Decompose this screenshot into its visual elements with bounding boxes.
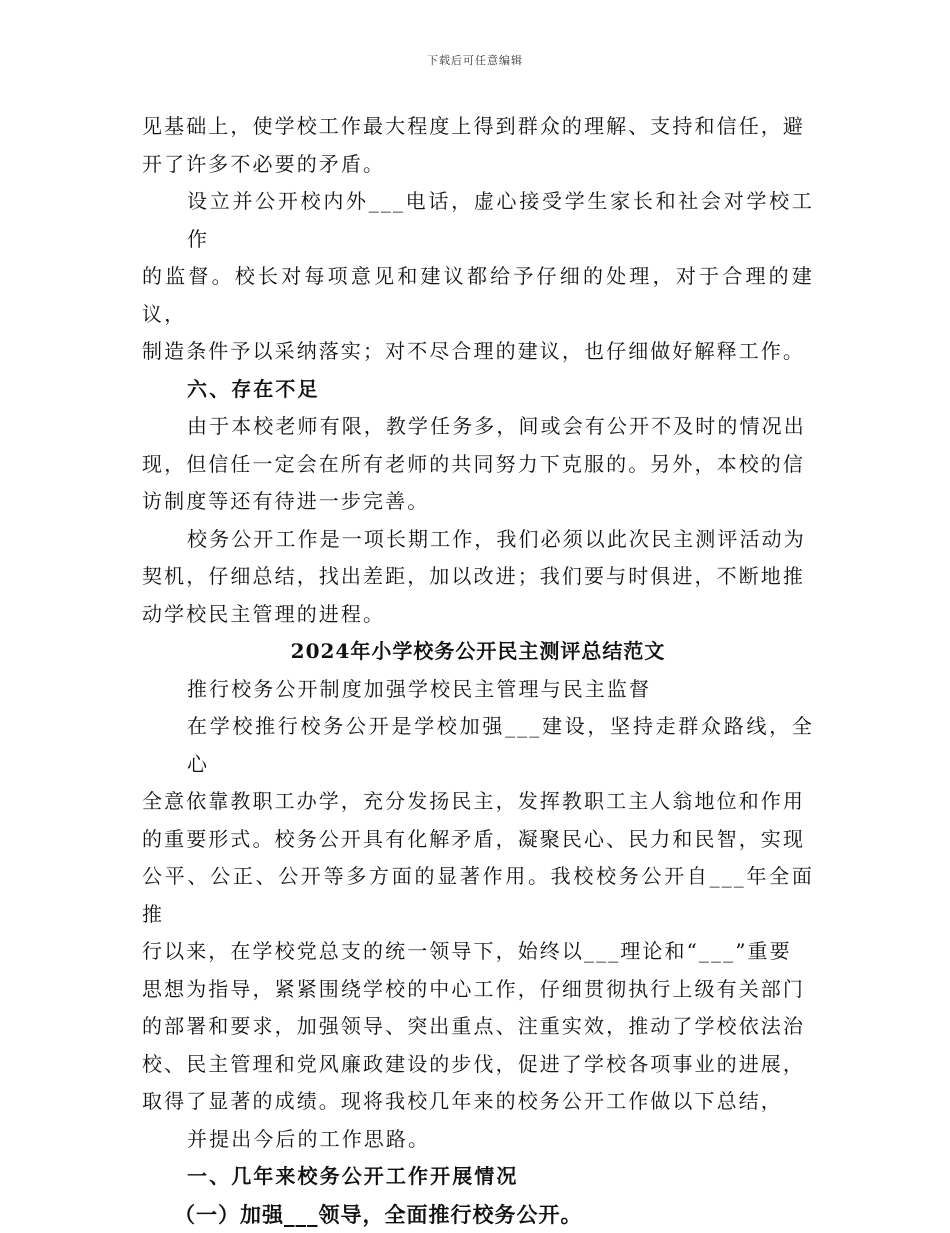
text-line: 开了许多不必要的矛盾。 (142, 146, 814, 184)
paragraph-continued (142, 108, 814, 183)
document-body (142, 108, 814, 1233)
text-line: 校务公开工作是一项长期工作，我们必须以此次民主测评活动为 (142, 521, 814, 559)
text-line: 全意依靠教职工办学，充分发扬民主，发挥教职工主人翁地位和作用 (142, 783, 814, 821)
paragraph-work-ideas: 并提出今后的工作思路。 (142, 1121, 814, 1159)
document-title: 2024年小学校务公开民主测评总结范文 (142, 633, 814, 671)
text-line: 取得了显著的成绩。现将我校几年来的校务公开工作做以下总结， (142, 1083, 814, 1121)
text-line: 的重要形式。校务公开具有化解矛盾，凝聚民心、民力和民智，实现 (142, 821, 814, 859)
text-line: 设立并公开校内外___电话，虚心接受学生家长和社会对学校工作 (142, 183, 814, 258)
paragraph-hotline (142, 183, 814, 371)
page-header: 下载后可任意编辑 (0, 52, 950, 68)
text-line: 契机，仔细总结，找出差距，加以改进；我们要与时俱进，不断地推 (142, 558, 814, 596)
text-line: 的监督。校长对每项意见和建议都给予仔细的处理，对于合理的建议， (142, 258, 814, 333)
section-heading-shortcomings: 六、存在不足 (142, 371, 814, 409)
text-line: 见基础上，使学校工作最大程度上得到群众的理解、支持和信任，避 (142, 108, 814, 146)
section-heading-progress: 一、几年来校务公开工作开展情况 (142, 1158, 814, 1196)
text-line: 公平、公正、公开等多方面的显著作用。我校校务公开自___年全面推 (142, 858, 814, 933)
text-line: 制造条件予以采纳落实；对不尽合理的建议，也仔细做好解释工作。 (142, 333, 814, 371)
document-subtitle: 推行校务公开制度加强学校民主管理与民主监督 (142, 671, 814, 709)
text-line: 校、民主管理和党风廉政建设的步伐，促进了学校各项事业的进展， (142, 1046, 814, 1084)
text-line: 的部署和要求，加强领导、突出重点、注重实效，推动了学校依法治 (142, 1008, 814, 1046)
paragraph-introduction (142, 708, 814, 1121)
text-line: 动学校民主管理的进程。 (142, 596, 814, 634)
text-line: 现，但信任一定会在所有老师的共同努力下克服的。另外，本校的信 (142, 446, 814, 484)
text-line: 访制度等还有待进一步完善。 (142, 483, 814, 521)
paragraph-conclusion (142, 521, 814, 634)
text-line: 行以来，在学校党总支的统一领导下，始终以___理论和“___”重要 (142, 933, 814, 971)
text-line: 由于本校老师有限，教学任务多，间或会有公开不及时的情况出 (142, 408, 814, 446)
paragraph-shortcomings (142, 408, 814, 521)
subsection-heading-leadership: （一）加强___领导，全面推行校务公开。 (142, 1196, 814, 1233)
text-line: 思想为指导，紧紧围绕学校的中心工作，仔细贯彻执行上级有关部门 (142, 971, 814, 1009)
text-line: 在学校推行校务公开是学校加强___建设，坚持走群众路线，全心 (142, 708, 814, 783)
